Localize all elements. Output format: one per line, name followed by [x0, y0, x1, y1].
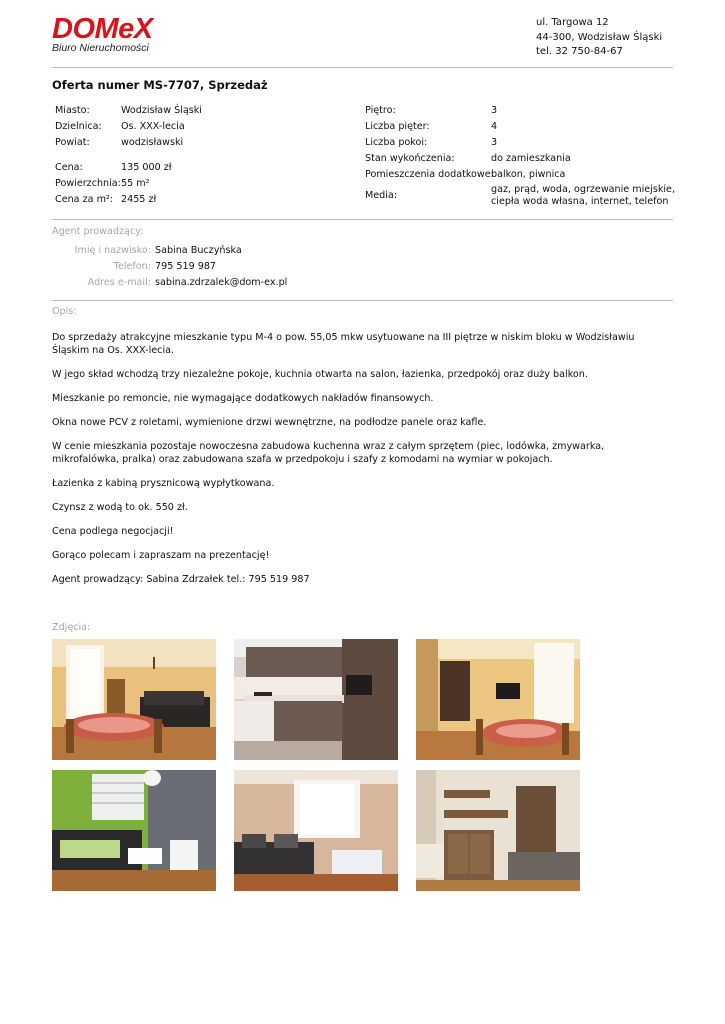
company-logo — [52, 14, 153, 54]
fact-label: Powierzchnia: — [55, 178, 121, 189]
fact-value: 135 000 zł — [121, 162, 172, 173]
fact-value: wodzisławski — [121, 137, 184, 148]
description-paragraph: Agent prowadzący: Sabina Zdrzałek tel.: 795 519 987 — [52, 574, 310, 585]
logo-tagline: Biuro Nieruchomości — [52, 42, 149, 54]
offer-title: Oferta numer MS-7707, Sprzedaż — [52, 78, 268, 92]
fact-value: do zamieszkania — [491, 153, 571, 164]
divider — [52, 300, 673, 301]
agent-name: Sabina Buczyńska — [155, 245, 242, 256]
description — [52, 331, 673, 597]
fact-value: 4 — [491, 121, 498, 132]
agent-section-label: Agent prowadzący: — [52, 226, 144, 237]
photo-green-room[interactable] — [52, 770, 216, 891]
media-line-1: gaz, prąd, woda, ogrzewanie miejskie, — [491, 184, 676, 195]
address-street: ul. Targowa 12 — [536, 17, 609, 28]
description-paragraph: Cena podlega negocjacji! — [52, 526, 174, 537]
agent-email: sabina.zdrzalek@dom-ex.pl — [155, 277, 288, 288]
photos-section-label: Zdjęcia: — [52, 622, 91, 633]
agent-phone: 795 519 987 — [155, 261, 217, 272]
fact-label: Liczba pokoi: — [365, 137, 428, 148]
fact-label: Stan wykończenia: — [365, 153, 455, 164]
fact-label: Media: — [365, 190, 398, 201]
description-paragraph: Łazienka z kabiną prysznicową wypłytkowana. — [52, 478, 275, 489]
fact-label: Miasto: — [55, 105, 90, 116]
agent-info — [51, 245, 451, 295]
fact-label: Liczba pięter: — [365, 121, 430, 132]
facts-left — [55, 105, 355, 215]
fact-value: balkon, piwnica — [491, 169, 566, 180]
photo-sofa-room[interactable] — [234, 770, 398, 891]
fact-label: Cena: — [55, 162, 83, 173]
photo-hallway[interactable] — [416, 770, 580, 891]
facts-right — [365, 105, 676, 215]
address-city: 44-300, Wodzisław Śląski — [536, 31, 663, 43]
fact-value: Os. XXX-lecia — [121, 121, 185, 132]
fact-value: 55 m² — [121, 178, 150, 189]
description-paragraph: Mieszkanie po remoncie, nie wymagające dodatkowych nakładów finansowych. — [52, 393, 434, 404]
address-phone: tel. 32 750-84-67 — [536, 46, 623, 57]
fact-label: Dzielnica: — [55, 121, 102, 132]
description-paragraph: W jego skład wchodzą trzy niezależne pokoje, kuchnia otwarta na salon, łazienka, przedpokój oraz duży balkon. — [52, 369, 588, 380]
description-paragraph: Do sprzedaży atrakcyjne mieszkanie typu M-4 o pow. 55,05 mkw usytuowane na III piętrze w niskim bloku w Wodzisławiu Śląskim na Os. XXX-lecia. — [52, 332, 635, 356]
fact-label: Piętro: — [365, 105, 396, 116]
description-paragraph: Okna nowe PCV z roletami, wymienione drzwi wewnętrzne, na podłodze panele oraz kafle. — [52, 417, 487, 428]
office-address — [536, 16, 662, 60]
fact-value-media — [491, 184, 675, 208]
description-paragraph: Gorąco polecam i zapraszam na prezentację! — [52, 550, 270, 561]
divider — [52, 219, 673, 220]
description-paragraph: W cenie mieszkania pozostaje nowoczesna zabudowa kuchenna wraz z całym sprzętem (piec, lodówka, zmywarka, mikrofalówka, pralka) oraz zabudowana szafa w przedpokoju i szafy z komodami na wymiar w pokojach. — [52, 441, 605, 465]
photo-kitchen[interactable] — [234, 639, 398, 760]
fact-label: Powiat: — [55, 137, 90, 148]
photo-dining-room[interactable] — [52, 639, 216, 760]
logo-wordmark: DOMeX — [52, 13, 153, 45]
media-line-2: ciepła woda własna, internet, telefon — [491, 196, 669, 207]
fact-value: 3 — [491, 137, 498, 148]
fact-label: Cena za m²: — [55, 194, 113, 205]
fact-value: 2455 zł — [121, 194, 157, 205]
agent-label: Telefon: — [113, 261, 151, 272]
header — [52, 14, 673, 68]
description-paragraph: Czynsz z wodą to ok. 550 zł. — [52, 502, 188, 513]
description-section-label: Opis: — [52, 306, 77, 317]
agent-label: Adres e-mail: — [87, 277, 151, 288]
divider — [52, 67, 673, 68]
agent-label: Imię i nazwisko: — [74, 245, 151, 256]
fact-value: Wodzisław Śląski — [121, 105, 202, 116]
fact-value: 3 — [491, 105, 498, 116]
photo-living-room[interactable] — [416, 639, 580, 760]
fact-label: Pomieszczenia dodatkowe: — [365, 169, 494, 180]
